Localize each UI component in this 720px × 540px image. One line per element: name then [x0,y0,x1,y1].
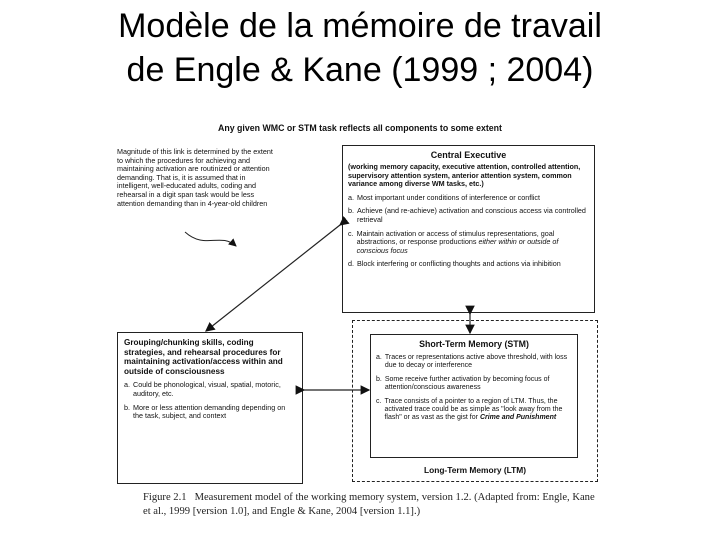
item-key: b. [348,206,354,216]
link-magnitude-note: Magnitude of this link is determined by the extent to which the procedures for achieving and maintaining activation are routinized or attention demanding. That is, it is assumed that in intelligent, well-educated adults, coding and rehearsal in a digit span task would be less attention demanding than in 4-year-old children [117,147,273,208]
long-term-memory-label: Long-Term Memory (LTM) [423,465,527,475]
item-text: Could be phonological, visual, spatial, motoric, auditory, etc. [133,380,281,398]
item-text [357,230,589,256]
central-executive-description: (working memory capacity, executive attention, controlled attention, supervisory attention system, anterior attention system, common variance among diverse WM tasks, etc.) [348,162,581,189]
note-leader-arrow [185,232,236,246]
central-executive-box [342,145,595,313]
central-executive-item [348,260,589,269]
ce-to-grouping-arrow [206,225,340,331]
figure-caption [143,491,603,519]
item-key: c. [376,397,382,405]
item-text: Some receive further activation by becoming focus of attention/conscious awareness [384,375,550,392]
stm-item [376,354,572,371]
caption-label: Figure 2.1 [143,492,187,503]
slide-title-line-2: de Engle & Kane (1999 ; 2004) [126,51,594,89]
central-executive-heading: Central Executive [430,150,507,160]
short-term-memory-box [370,334,578,458]
item-text-italic: Crime and Punishment [479,414,557,422]
grouping-heading: Grouping/chunking skills, coding strategies, and rehearsal procedures for maintaining activation/access within and outside of consciousness [124,338,283,376]
stm-item [376,376,572,393]
item-text: Achieve (and re-achieve) activation and conscious access via controlled retrieval [357,206,586,224]
item-key: a. [124,380,130,390]
item-key: b. [376,375,382,383]
grouping-procedures-box [117,332,303,484]
stm-item [376,398,572,423]
central-executive-item [348,194,589,203]
item-key: b. [124,402,130,412]
item-text: Block interfering or conflicting thoughts and actions via inhibition [357,259,561,269]
item-key: c. [348,228,354,238]
item-key: a. [348,192,354,202]
item-text-plain: Maintain activation or access of stimulus representations, goal abstractions, or response productions [356,228,555,247]
caption-text: Measurement model of the working memory system, version 1.2. (Adapted from: Engle, Kane et al., 1999 [version 1.0], and Engle & Kane, 2004 [version 1.1].) [143,492,595,517]
item-text: More or less attention demanding depending on the task, subject, and context [133,402,286,421]
stm-heading: Short-Term Memory (STM) [419,339,529,349]
item-key: a. [376,354,382,361]
grouping-item [124,381,296,398]
item-text-italic: either within or outside of conscious focus [356,237,559,255]
item-key: d. [348,259,354,269]
central-executive-item [348,207,589,224]
slide-title-line-1: Modèle de la mémoire de travail [118,7,602,45]
item-text: Most important under conditions of interference or conflict [357,192,540,202]
item-text-plain: Trace consists of a pointer to a region of LTM. Thus, the activated trace could be as simple as "look away from the flash" or as vast as the gist for [384,397,563,422]
item-text: Traces or representations active above threshold, with loss due to decay or interference [384,354,568,370]
grouping-item [124,404,296,421]
item-text [384,398,572,423]
figure-top-statement: Any given WMC or STM task reflects all components to some extent [217,123,502,133]
central-executive-item [348,230,589,256]
